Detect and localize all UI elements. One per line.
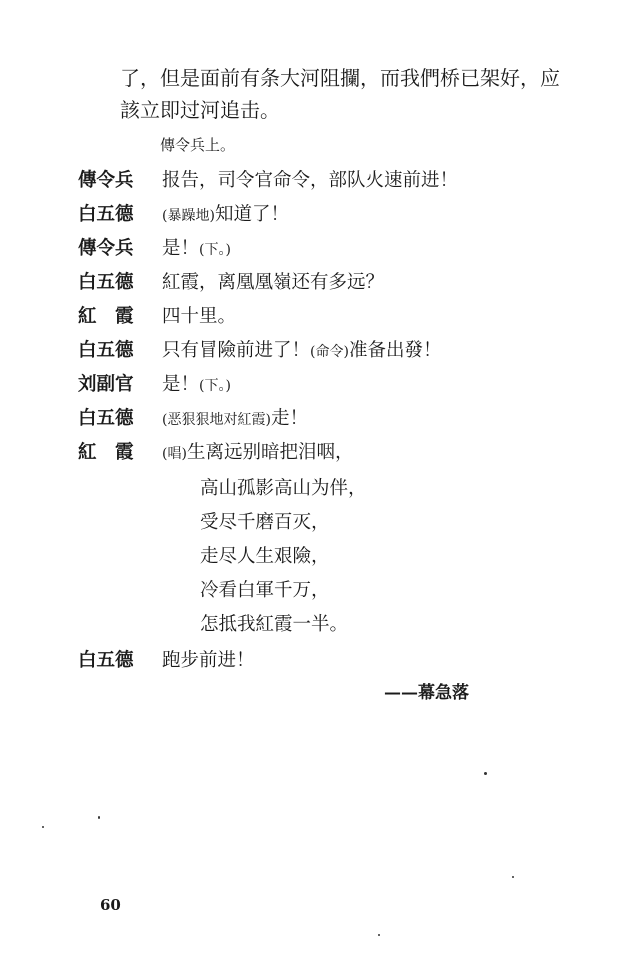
speaker-name: 紅 霞 [78, 442, 134, 463]
continuation-line-2: 該立即过河追击。 [120, 98, 280, 122]
speech: 跑步前进！ [162, 650, 255, 671]
verse-line: 冷看白軍千万， [200, 580, 330, 601]
verse-line: 受尽千磨百灭， [200, 512, 330, 533]
page-number: 60 [100, 896, 121, 914]
line-text [162, 302, 236, 333]
speech: 紅霞，离凰凰嶺还有多远？ [162, 272, 385, 293]
speech: 报告，司令官命令，部队火速前进！ [162, 170, 459, 191]
dialogue-line [78, 234, 598, 264]
speaker-name: 傳令兵 [78, 238, 134, 259]
line-text [162, 200, 289, 231]
direction: (命令) [310, 344, 349, 360]
dialogue-line [78, 200, 598, 230]
line-text [162, 438, 353, 469]
line-text [162, 234, 231, 265]
line-text [162, 370, 231, 401]
dialogue-line [78, 166, 598, 196]
line-text [162, 166, 458, 197]
curtain-direction: ——幕急落 [384, 683, 469, 703]
dialogue-line [78, 646, 598, 676]
direction: (恶狠狠地对紅霞) [162, 412, 271, 428]
speech: 生离远别暗把泪咽， [186, 442, 354, 463]
speech: 是！ [162, 374, 200, 395]
speaker-name: 白五德 [78, 204, 134, 225]
dialogue-line [78, 302, 598, 332]
stage-direction: 傳令兵上。 [160, 136, 236, 154]
direction: (暴躁地) [162, 208, 215, 224]
print-speck [512, 876, 514, 878]
print-speck [378, 934, 380, 936]
speaker-name: 白五德 [78, 408, 134, 429]
dialogue-line [78, 336, 598, 366]
line-text [162, 268, 384, 299]
print-speck [484, 772, 487, 775]
verse-line: 走尽人生艰險， [200, 546, 330, 567]
dialogue-line [78, 404, 598, 434]
direction: (下。) [199, 242, 231, 258]
speaker-name: 白五德 [78, 340, 134, 361]
speech: 知道了！ [214, 204, 289, 225]
speaker-name: 傳令兵 [78, 170, 134, 191]
speaker-name: 白五德 [78, 272, 134, 293]
speech: 是！ [162, 238, 200, 259]
speech: 四十里。 [162, 306, 237, 327]
dialogue-line [78, 268, 598, 298]
speaker-name: 白五德 [78, 650, 134, 671]
print-speck [42, 826, 44, 828]
dialogue-line [78, 370, 598, 400]
verse-line: 怎抵我紅霞一半。 [200, 614, 349, 635]
direction: (下。) [199, 378, 231, 394]
print-speck [98, 816, 100, 819]
speech: 只有冒險前进了！ [162, 340, 311, 361]
speaker-name: 紅 霞 [78, 306, 134, 327]
verse-line: 高山孤影高山为伴， [200, 478, 367, 499]
dialogue-line [78, 438, 598, 468]
speech: 准备出發！ [348, 340, 442, 361]
line-text [162, 336, 441, 367]
continuation-line-1: 了，但是面前有条大河阻攔，而我們桥已架好，应 [120, 66, 560, 90]
speech: 走！ [270, 408, 308, 429]
speaker-name: 刘副官 [78, 374, 134, 395]
direction: (唱) [162, 446, 187, 462]
line-text [162, 404, 308, 435]
